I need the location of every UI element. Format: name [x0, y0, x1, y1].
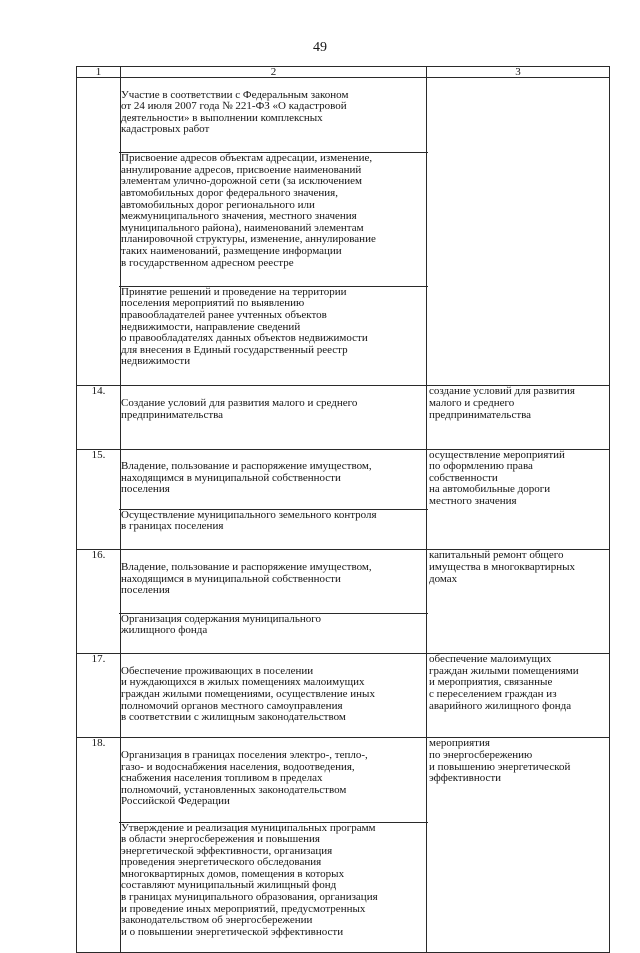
power-item: Обеспечение проживающих в поселении и нуждающихся в жилых помещениях малоимущих граждан жилыми помещениями, осуществление иных полномочий органов местного самоуправления в соответствии с жилищным законодательством — [121, 664, 375, 724]
table-row — [77, 386, 610, 449]
header-col-1: 1 — [77, 67, 121, 78]
measures-cell — [427, 78, 610, 386]
measures-cell: обеспечение малоимущих граждан жилыми помещениями и мероприятия, связанные с переселением граждан из аварийного жилищного фонда — [427, 654, 610, 738]
power-item: Владение, пользование и распоряжение имуществом, находящимся в муниципальной собственности поселения — [121, 560, 372, 597]
power-item: Организация в границах поселения электро-, тепло-, газо- и водоснабжения населения, водоотведения, снабжения населения топливом в пределах полномочий, установленных законодательством Российской Федерации — [121, 748, 368, 808]
table-row — [77, 738, 610, 953]
powers-cell — [121, 78, 427, 386]
powers-cell — [121, 386, 427, 449]
measures-cell: создание условий для развития малого и среднего предпринимательства — [427, 386, 610, 449]
row-number: 16. — [77, 550, 121, 654]
row-number: 17. — [77, 654, 121, 738]
power-item: Владение, пользование и распоряжение имуществом, находящимся в муниципальной собственности поселения — [121, 460, 372, 496]
table-row — [77, 654, 610, 738]
measures-cell: осуществление мероприятий по оформлению права собственности на автомобильные дороги местного значения — [427, 449, 610, 550]
power-item: Участие в соответствии с Федеральным законом от 24 июля 2007 года № 221-ФЗ «О кадастровой деятельности» в выполнении комплексных кадастровых работ — [121, 88, 349, 136]
header-col-2: 2 — [121, 67, 427, 78]
header-col-3: 3 — [427, 67, 610, 78]
powers-cell — [121, 449, 427, 550]
powers-cell — [121, 654, 427, 738]
powers-cell — [121, 738, 427, 953]
table-row — [77, 78, 610, 386]
row-number: 15. — [77, 449, 121, 550]
power-item: Создание условий для развития малого и среднего предпринимательства — [121, 396, 358, 421]
row-number: 14. — [77, 386, 121, 449]
power-item: Организация содержания муниципального жилищного фонда — [119, 613, 428, 642]
power-item: Утверждение и реализация муниципальных программ в области энергосбережения и повышения энергетической эффективности, организация проведения энергетического обследования многоквартирных домов, помещения в которых составляют муниципальный жилищный фонд в границах муниципального образования, организация и проведение иных мероприятий, предусмотренных законодательством об энергосбережении и о повышении энергетической эффективности — [119, 822, 428, 941]
row-number — [77, 78, 121, 386]
power-item: Присвоение адресов объектам адресации, изменение, аннулирование адресов, присвоение наименований элементам улично-дорожной сети (за исключением автомобильных дорог федерального значения, автомобильных дорог регионального или межмуниципального значения, местного значения муниципального района), наименований элементам планировочной структуры, изменение, аннулирование таких наименований, размещение информации в государственном адресном реестре — [119, 152, 428, 274]
powers-cell — [121, 550, 427, 654]
measures-cell: мероприятия по энергосбережению и повышению энергетической эффективности — [427, 738, 610, 953]
table-row — [77, 550, 610, 654]
table-header-row — [77, 67, 610, 78]
competence-table — [76, 66, 610, 953]
measures-cell: капитальный ремонт общего имущества в многоквартирных домах — [427, 550, 610, 654]
page-number: 49 — [313, 40, 327, 55]
row-number: 18. — [77, 738, 121, 953]
power-item: Принятие решений и проведение на территории поселения мероприятий по выявлению правообладателей ранее учтенных объектов недвижимости, направление сведений о правообладателях данных объектов недвижимости для внесения в Единый государственный реестр недвижимости — [119, 286, 428, 374]
table-row — [77, 449, 610, 550]
power-item: Осуществление муниципального земельного контроля в границах поселения — [119, 509, 428, 538]
